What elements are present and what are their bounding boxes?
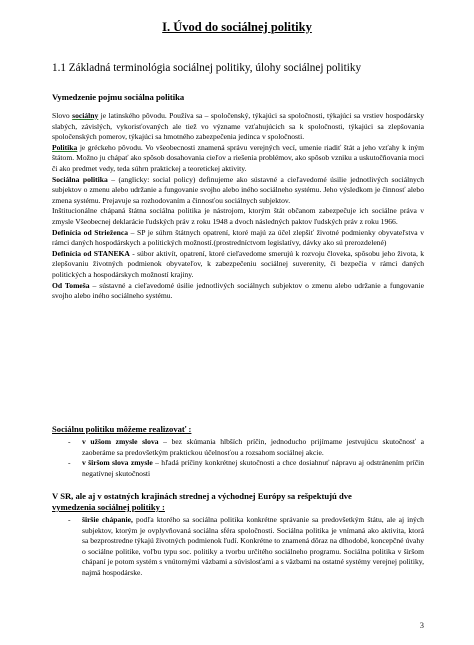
- paragraph-staneka: Definícia od STANEKA - súbor aktivít, opatrení, ktoré cieľavedome smerujú k rozvoju človeka, spôsobu jeho života, k zlepšovaniu životných podmienok obyvateľov, k zabezpečeniu sociálnej suverenity, či bezpečia v rámci daných politických a hospodárskych možností krajiny.: [52, 248, 424, 279]
- paragraph-politika: Politika je gréckeho pôvodu. Vo všeobecnosti znamená správu verejných vecí, umenie riadiť štát a jeho vzťahy k iným štátom. Možno ju chápať ako spôsob dosahovania cieľov a riešenia problémov, ako spôsob vzniku a uskutočňovania moci či ako predmet vedy, teda súhrn praktickej a teoretickej aktivity.: [52, 142, 424, 173]
- paragraph-definitions: [52, 111, 424, 302]
- list-item: - v širšom slova zmysle – hľadá príčiny konkrétnej skutočnosti a chce dosiahnuť nápravu aj odstránením príčin negatívnej skutočnosti: [68, 458, 425, 478]
- chapter-title: I. Úvod do sociálnej politiky: [162, 20, 312, 34]
- paragraph-striezenec: Definícia od Strieženca – SP je súhrn štátnych opatrení, ktoré majú za účel zlepšiť životné podmienky obyvateľstva v rámci daných hospodárskych a politických možností.(prostredníctvom legislatívy, dávky ako sú prerozdelené): [52, 227, 424, 248]
- section-subtitle: 1.1 Základná terminológia sociálnej politiky, úlohy sociálnej politiky: [52, 62, 362, 74]
- vsr-list: [52, 515, 424, 579]
- realize-list: [52, 437, 424, 479]
- list-item: - širšie chápanie, podľa ktorého sa sociálna politika konkrétne správanie sa predovšetkým štátu, ale aj iných subjektov, ktorým je ovplyvňovaná sociálna sféra spoločnosti. Sociálna politika je vnímaná ako aktivita, ktorá sa bezprostredne týkajú životných podmienok ľudí. Konkrétne to znamená dôraz na dlhodobé, koncepčné úvahy o sociálne politike, voľbu typu soc. politiky a tvorbu určitého sociálneho programu. Sociálna politika v širšom chápaní je potom systém s vnútornými väzbami a súvislosťami a s väzbami na ostatné systémy verejnej politiky, najmä hospodárske.: [68, 515, 424, 577]
- paragraph-sociálny: Slovo sociálny je latinského pôvodu. Používa sa – spoločenský, týkajúci sa spoločnosti, týkajúci sa vrstiev hospodársky slabých, závislých, vykorisťovaných ale tiež vo význame vzťahujúcich sa k spoločnosti, týkajúci sa zlepšovania spoločenských pomerov, týkajúci sa hmotného zabezpečenia jedinca v spoločnosti.: [52, 111, 425, 142]
- list-item: - v užšom zmysle slova – bez skúmania hlbších príčin, jednoducho prijímame jestvujúcu skutočnosť a zaoberáme sa predovšetkým praktickou účelnosťou a rozsahom sociálnej akcie.: [68, 437, 424, 457]
- paragraph-tomes: Od Tomeša – sústavné a cieľavedomé úsilie jednotlivých sociálnych subjektov o zmenu alebo udržanie a fungovanie svojho alebo iného sociálneho systému.: [52, 280, 424, 301]
- paragraph-institutional: Inštitucionálne chápaná štátna sociálna politika je nástrojom, ktorým štát občanom zabezpečuje ich sociálne práva v zmysle Všeobecnej deklarácie ľudských práv z roku 1948 a dvoch následných paktov ľudských práv z roku 1966.: [52, 206, 424, 226]
- realize-heading: Sociálnu politiku môžeme realizovať :: [52, 424, 192, 434]
- paragraph-socialna-politika: Sociálna politika – (anglicky: social policy) definujeme ako sústavné a cieľavedomé úsilie jednotlivých sociálnych subjektov o zmenu alebo udržanie a fungovanie svojho alebo iného sociálneho systému. Jeho výsledkom je činnosť alebo zmena systému. Prejavuje sa rozhodovaním a činnosťou sociálnych subjektov.: [52, 174, 424, 205]
- section-heading: Vymedzenie pojmu sociálna politika: [52, 92, 185, 102]
- vsr-heading: V SR, ale aj v ostatných krajinách strednej a východnej Európy sa rešpektujú dve vymedzenia sociálnej politiky :: [52, 491, 352, 512]
- page-number: 3: [419, 620, 424, 630]
